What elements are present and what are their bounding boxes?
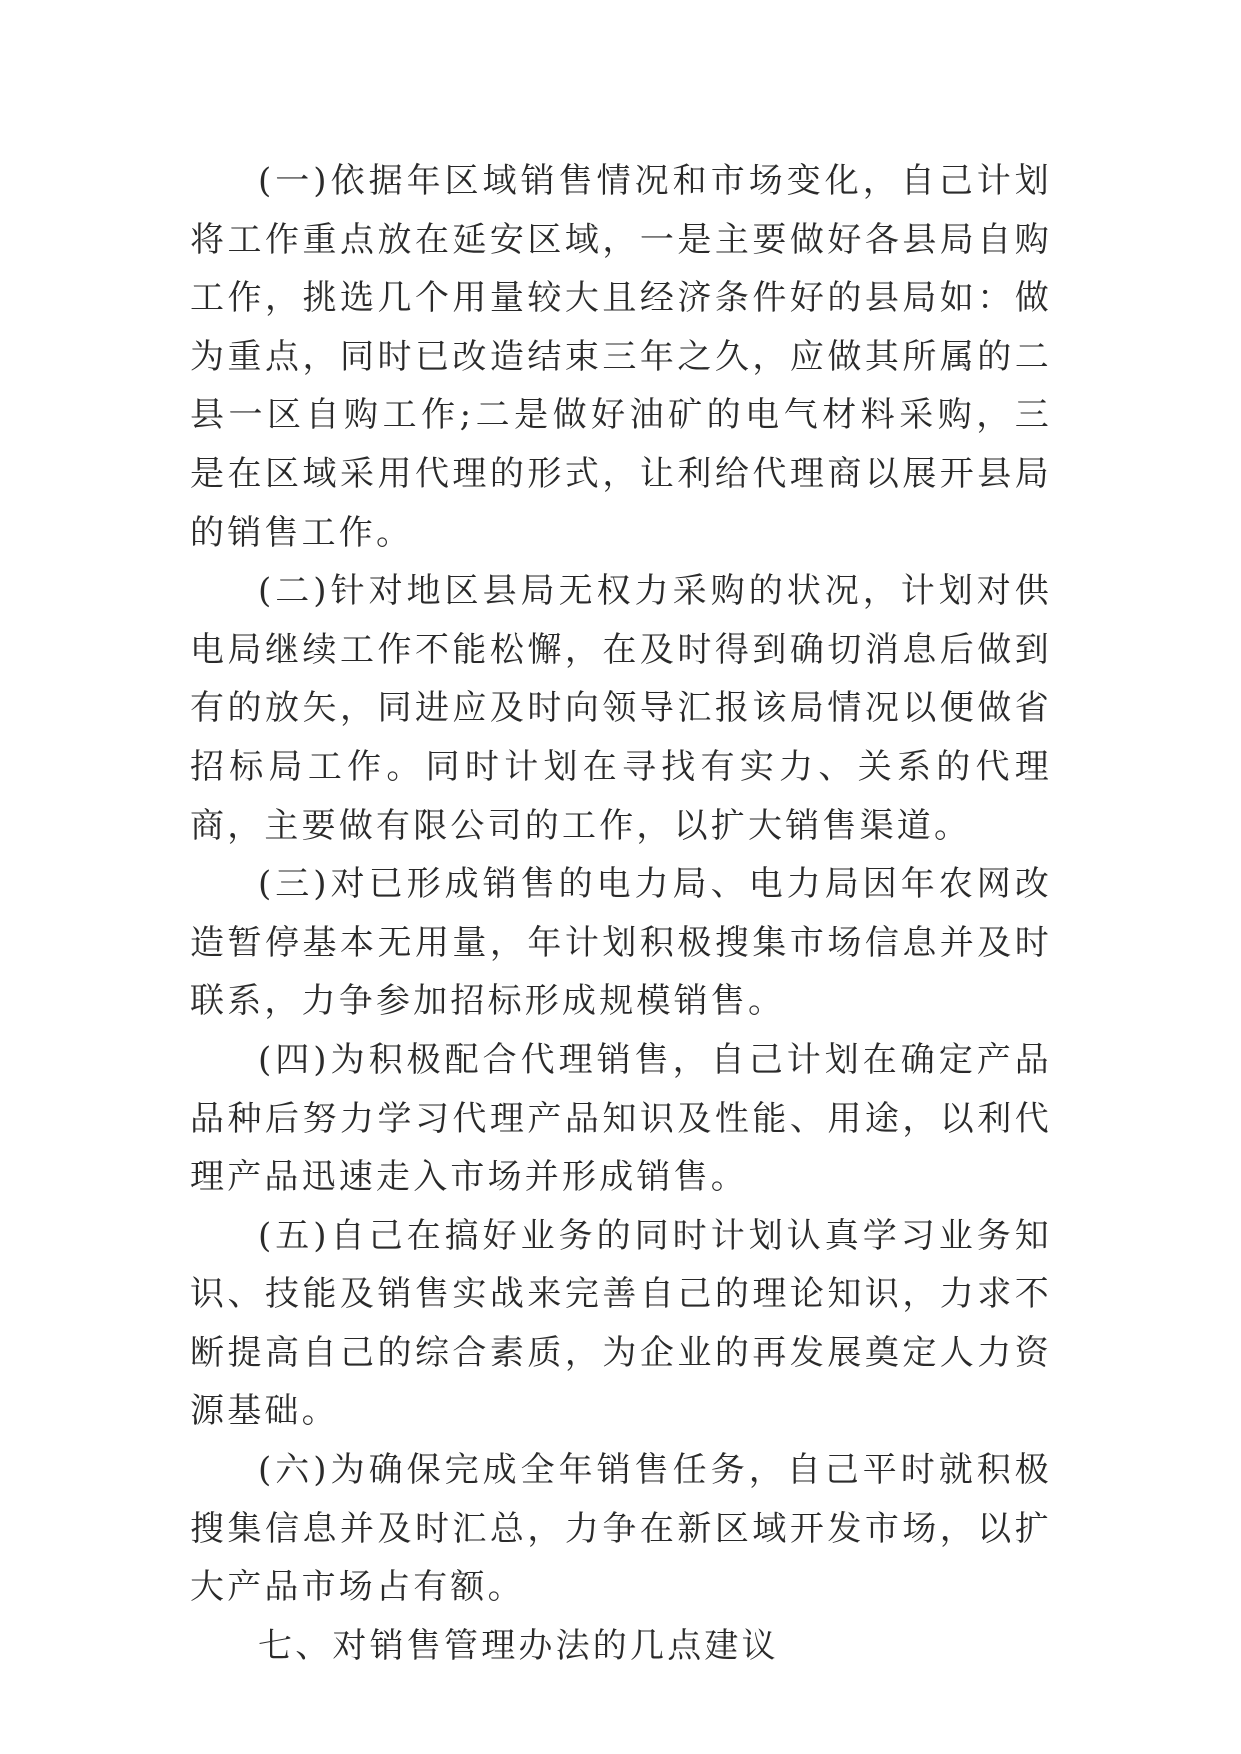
paragraph-1: (一)依据年区域销售情况和市场变化，自己计划将工作重点放在延安区域，一是主要做好各县局自购工作，挑选几个用量较大且经济条件好的县局如：做为重点，同时已改造结束三年之久，应做其所属的二县一区自购工作;二是做好油矿的电气材料采购，三是在区域采用代理的形式，让利给代理商以展开县局的销售工作。 [190, 161, 1052, 553]
paragraph-5: (五)自己在搞好业务的同时计划认真学习业务知识、技能及销售实战来完善自己的理论知识，力求不断提高自己的综合素质，为企业的再发展奠定人力资源基础。 [190, 1215, 1052, 1432]
paragraph-6: (六)为确保完成全年销售任务，自己平时就积极搜集信息并及时汇总，力争在新区域开发市场，以扩大产品市场占有额。 [190, 1450, 1052, 1608]
paragraph-4: (四)为积极配合代理销售，自己计划在确定产品品种后努力学习代理产品知识及性能、用途，以利代理产品迅速走入市场并形成销售。 [190, 1039, 1052, 1198]
paragraph-3: (三)对已形成销售的电力局、电力局因年农网改造暂停基本无用量，年计划积极搜集市场信息并及时联系，力争参加招标形成规模销售。 [190, 864, 1052, 1022]
document-body [190, 152, 1052, 1675]
paragraph-2: (二)针对地区县局无权力采购的状况，计划对供电局继续工作不能松懈，在及时得到确切消息后做到有的放矢，同进应及时向领导汇报该局情况以便做省招标局工作。同时计划在寻找有实力、关系的代理商，主要做有限公司的工作，以扩大销售渠道。 [190, 571, 1052, 846]
section-heading: 七、对销售管理办法的几点建议 [258, 1625, 779, 1666]
